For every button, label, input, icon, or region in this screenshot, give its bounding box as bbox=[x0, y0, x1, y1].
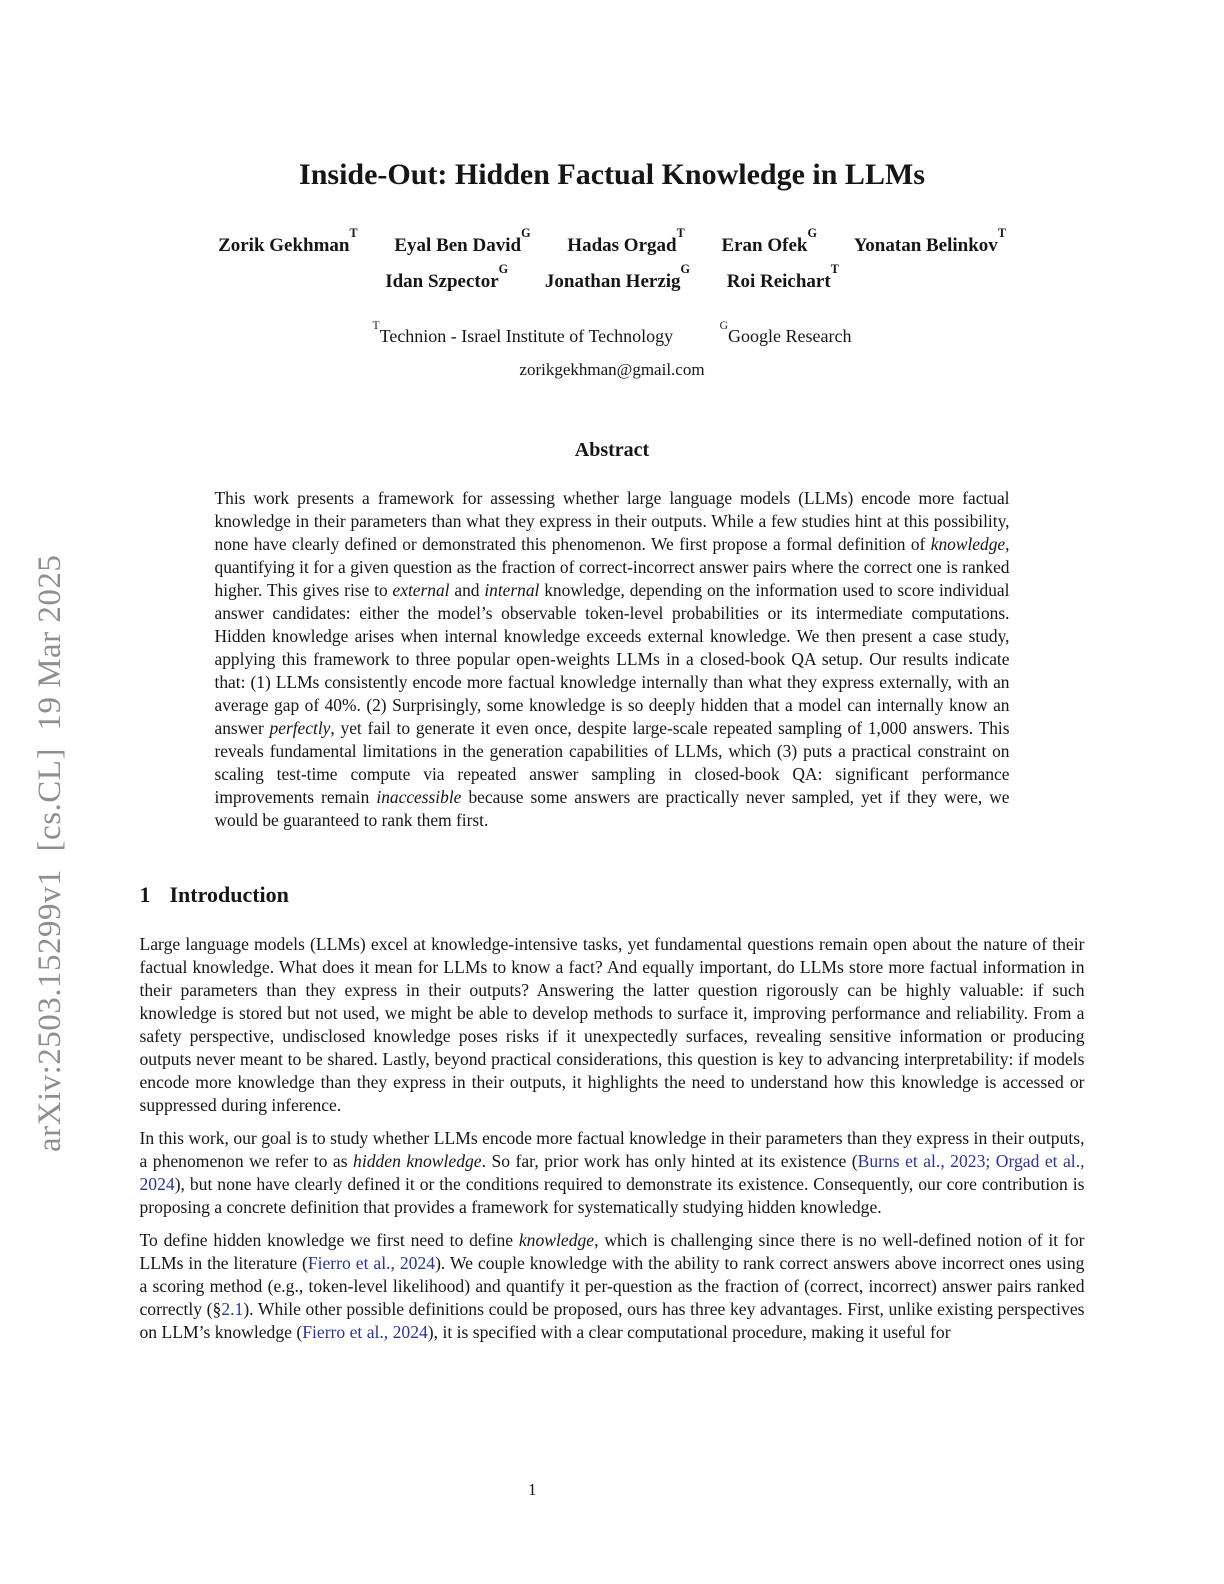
affiliation: $^G$Google Research bbox=[719, 319, 852, 346]
paper-title: Inside-Out: Hidden Factual Knowledge in LLMs bbox=[299, 158, 925, 191]
text-run: knowledge, depending on the information used to score individual answer candidates: either the model’s observable token-level probabilities or its intermediate computations. Hidden knowledge arises when internal knowledge exceeds external knowledge. We then present a case study, applying this framework to three popular open-weights LLMs in a closed-book QA setup. Our results indicate that: (1) LLMs consistently encode more factual knowledge internally than what they express externally, with an average gap of 40%. (2) Surprisingly, some knowledge is so deeply hidden that a model can internally know an answer bbox=[214, 580, 1010, 738]
intro-paragraph bbox=[140, 1229, 1085, 1344]
affiliation-marker: G bbox=[498, 261, 509, 276]
text-run: , yet fail to generate it even once, despite large-scale repeated sampling of 1,000 answers. This reveals fundamental limitations in the generation capabilities of LLMs, which (3) puts a practical constraint on scaling test-time compute via repeated answer sampling in closed-book QA: significant performance improvements remain bbox=[214, 718, 1010, 807]
emphasized-text: external bbox=[392, 580, 450, 600]
emphasized-text: hidden knowledge bbox=[353, 1151, 482, 1171]
text-run: This work presents a framework for assessing whether large language models (LLMs) encode more factual knowledge in their parameters than what they express in their outputs. While a few studies hint at this possibility, none have clearly defined or demonstrated this phenomenon. We first propose a formal definition of bbox=[214, 488, 1010, 554]
author-name: Eran Ofek$^G$ bbox=[721, 225, 817, 256]
affiliation: $^T$Technion - Israel Institute of Technology bbox=[372, 319, 674, 346]
citation-link[interactable]: Fierro et al., 2024 bbox=[307, 1253, 436, 1273]
abstract-text bbox=[215, 487, 1010, 832]
affiliation-marker: T bbox=[372, 319, 380, 332]
contact-email: zorikgekhman@gmail.com bbox=[519, 360, 705, 379]
section-title: Introduction bbox=[169, 882, 289, 907]
author-name: Zorik Gekhman$^T$ bbox=[218, 225, 358, 256]
author-name: Hadas Orgad$^T$ bbox=[567, 225, 685, 256]
text-run: , quantifying it for a given question as the fraction of correct-incorrect answer pairs where the correct one is ranked higher. This gives rise to bbox=[214, 534, 1010, 600]
citation-link[interactable]: ; bbox=[985, 1151, 996, 1171]
affiliation-marker: G bbox=[521, 225, 531, 240]
paper-content bbox=[140, 0, 1085, 1344]
text-run: Large language models (LLMs) excel at knowledge-intensive tasks, yet fundamental questions remain open about the nature of their factual knowledge. What does it mean for LLMs to know a fact? And equally important, do LLMs store more factual information in their parameters than they express in their outputs? Answering the latter question rigorously can be highly valuable: if such knowledge is stored but not used, we might be able to develop methods to surface it, improving performance and reliability. From a safety perspective, undisclosed knowledge poses risks if it unexpectedly surfaces, revealing sensitive information or producing outputs never meant to be shared. Lastly, beyond practical considerations, this question is key to advancing interpretability: if models encode more knowledge than they express in their outputs, it highlights the need to understand how this knowledge is accessed or suppressed during inference. bbox=[139, 934, 1085, 1115]
citation-link[interactable]: Fierro et al., 2024 bbox=[302, 1322, 428, 1342]
author-name: Jonathan Herzig$^G$ bbox=[544, 261, 690, 292]
text-run: ), but none have clearly defined it or the conditions required to demonstrate its existence. Consequently, our core contribution is proposing a concrete definition that provides a framework for systematically studying hidden knowledge. bbox=[139, 1174, 1085, 1217]
author-name: Roi Reichart$^T$ bbox=[726, 261, 839, 292]
affiliation-marker: T bbox=[349, 225, 358, 240]
authors-row-2 bbox=[140, 261, 1085, 294]
emphasized-text: perfectly bbox=[269, 718, 331, 738]
citation-link[interactable]: Burns et al., 2023 bbox=[857, 1151, 986, 1171]
authors-row-1 bbox=[140, 225, 1085, 258]
citation-link[interactable]: 2.1 bbox=[221, 1299, 244, 1319]
text-run: ). We couple knowledge with the ability to rank correct answers above incorrect ones using a scoring method (e.g., token-level likelihood) and quantify it per-question as the fraction of (correct, incorrect) answer pairs ranked correctly (§ bbox=[139, 1253, 1085, 1319]
emphasized-text: internal bbox=[484, 580, 540, 600]
affiliation-marker: T bbox=[830, 261, 839, 276]
author-name: Yonatan Belinkov$^T$ bbox=[853, 225, 1006, 256]
text-run: ), it is specified with a clear computational procedure, making it useful for bbox=[427, 1322, 951, 1342]
affiliation-marker: G bbox=[719, 319, 728, 332]
arxiv-watermark: arXiv:2503.15299v1 [cs.CL] 19 Mar 2025 bbox=[32, 554, 68, 1152]
affiliations-line bbox=[140, 319, 1085, 348]
text-run: because some answers are practically never sampled, yet if they were, we would be guaranteed to rank them first. bbox=[214, 787, 1010, 830]
affiliation-marker: G bbox=[807, 225, 817, 240]
affiliation-marker: G bbox=[680, 261, 690, 276]
author-name: Idan Szpector$^G$ bbox=[385, 261, 509, 292]
emphasized-text: inaccessible bbox=[376, 787, 462, 807]
text-run: . So far, prior work has only hinted at its existence ( bbox=[481, 1151, 858, 1171]
abstract-heading: Abstract bbox=[574, 439, 650, 461]
author-name: Eyal Ben David$^G$ bbox=[394, 225, 531, 256]
intro-paragraph bbox=[140, 1127, 1085, 1219]
affiliation-marker: T bbox=[676, 225, 685, 240]
intro-paragraph bbox=[140, 933, 1085, 1117]
section-heading-introduction bbox=[140, 881, 1085, 909]
citation-link[interactable]: Orgad et al., 2024 bbox=[139, 1151, 1085, 1194]
page-number: 1 bbox=[528, 1480, 537, 1499]
text-run: ). While other possible definitions could be proposed, ours has three key advantages. First, unlike existing perspectives on LLM’s knowledge ( bbox=[139, 1299, 1085, 1342]
text-run: In this work, our goal is to study whether LLMs encode more factual knowledge in their parameters than they express in their outputs, a phenomenon we refer to as bbox=[139, 1128, 1085, 1171]
section-number: 1 bbox=[139, 882, 151, 907]
emphasized-text: knowledge bbox=[518, 1230, 595, 1250]
text-run: To define hidden knowledge we first need to define bbox=[139, 1230, 519, 1250]
text-run: and bbox=[449, 580, 485, 600]
text-run: , which is challenging since there is no well-defined notion of it for LLMs in the literature ( bbox=[139, 1230, 1085, 1273]
emphasized-text: knowledge bbox=[930, 534, 1006, 554]
affiliation-marker: T bbox=[997, 225, 1006, 240]
